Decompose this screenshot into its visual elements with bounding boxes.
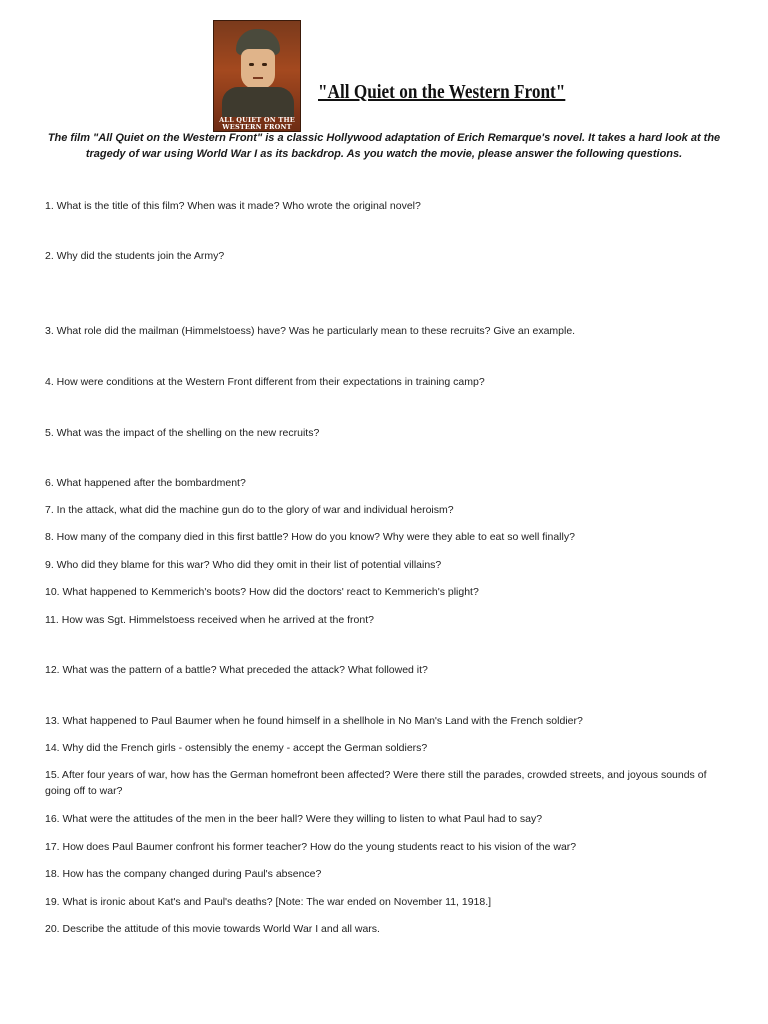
mouth-shape — [253, 77, 263, 79]
question-item: 2. Why did the students join the Army? — [45, 250, 225, 262]
question-item: 3. What role did the mailman (Himmelstoess) have? Was he particularly mean to these recruits? Give an example. — [45, 325, 576, 337]
eye-shape — [249, 63, 254, 66]
question-item: 5. What was the impact of the shelling on the new recruits? — [45, 427, 320, 439]
intro-paragraph: The film "All Quiet on the Western Front" is a classic Hollywood adaptation of Erich Remarque's novel. It takes a hard look at the tragedy of war using World War I as its backdrop. As you watch the movie, please answer the following questions. — [47, 132, 721, 160]
question-item: 7. In the attack, what did the machine gun do to the glory of war and individual heroism? — [45, 504, 454, 516]
question-item: 12. What was the pattern of a battle? What preceded the attack? What followed it? — [45, 664, 428, 676]
question-item: 16. What were the attitudes of the men in the beer hall? Were they willing to listen to what Paul had to say? — [45, 813, 543, 825]
question-item: 10. What happened to Kemmerich's boots? How did the doctors' react to Kemmerich's plight? — [45, 586, 479, 598]
uniform-shape — [222, 87, 294, 117]
movie-poster-image — [213, 20, 301, 132]
question-item: 14. Why did the French girls - ostensibly the enemy - accept the German soldiers? — [45, 742, 428, 754]
question-item: 4. How were conditions at the Western Front different from their expectations in training camp? — [45, 376, 485, 388]
question-item: 20. Describe the attitude of this movie towards World War I and all wars. — [45, 923, 380, 935]
question-item: 9. Who did they blame for this war? Who did they omit in their list of potential villains? — [45, 559, 442, 571]
question-item: 1. What is the title of this film? When was it made? Who wrote the original novel? — [45, 200, 421, 212]
question-item: 13. What happened to Paul Baumer when he found himself in a shellhole in No Man's Land with the French soldier? — [45, 715, 583, 727]
question-item: 8. How many of the company died in this first battle? How do you know? Why were they able to eat so well finally? — [45, 531, 575, 543]
question-item: 17. How does Paul Baumer confront his former teacher? How do the young students react to his vision of the war? — [45, 841, 577, 853]
eye-shape — [262, 63, 267, 66]
question-item: 18. How has the company changed during Paul's absence? — [45, 868, 322, 880]
question-item: 11. How was Sgt. Himmelstoess received when he arrived at the front? — [45, 614, 374, 626]
question-item: 6. What happened after the bombardment? — [45, 477, 246, 489]
soldier-face-shape — [241, 49, 275, 89]
question-item: 15. After four years of war, how has the German homefront been affected? Were there still the parades, crowded streets, and joyous sounds of going off to war? — [45, 769, 707, 797]
question-item: 19. What is ironic about Kat's and Paul's deaths? [Note: The war ended on November 11, 1918.] — [45, 896, 492, 908]
poster-caption: ALL QUIET ON THE WESTERN FRONT — [219, 116, 295, 131]
page-title: "All Quiet on the Western Front" — [318, 81, 566, 103]
